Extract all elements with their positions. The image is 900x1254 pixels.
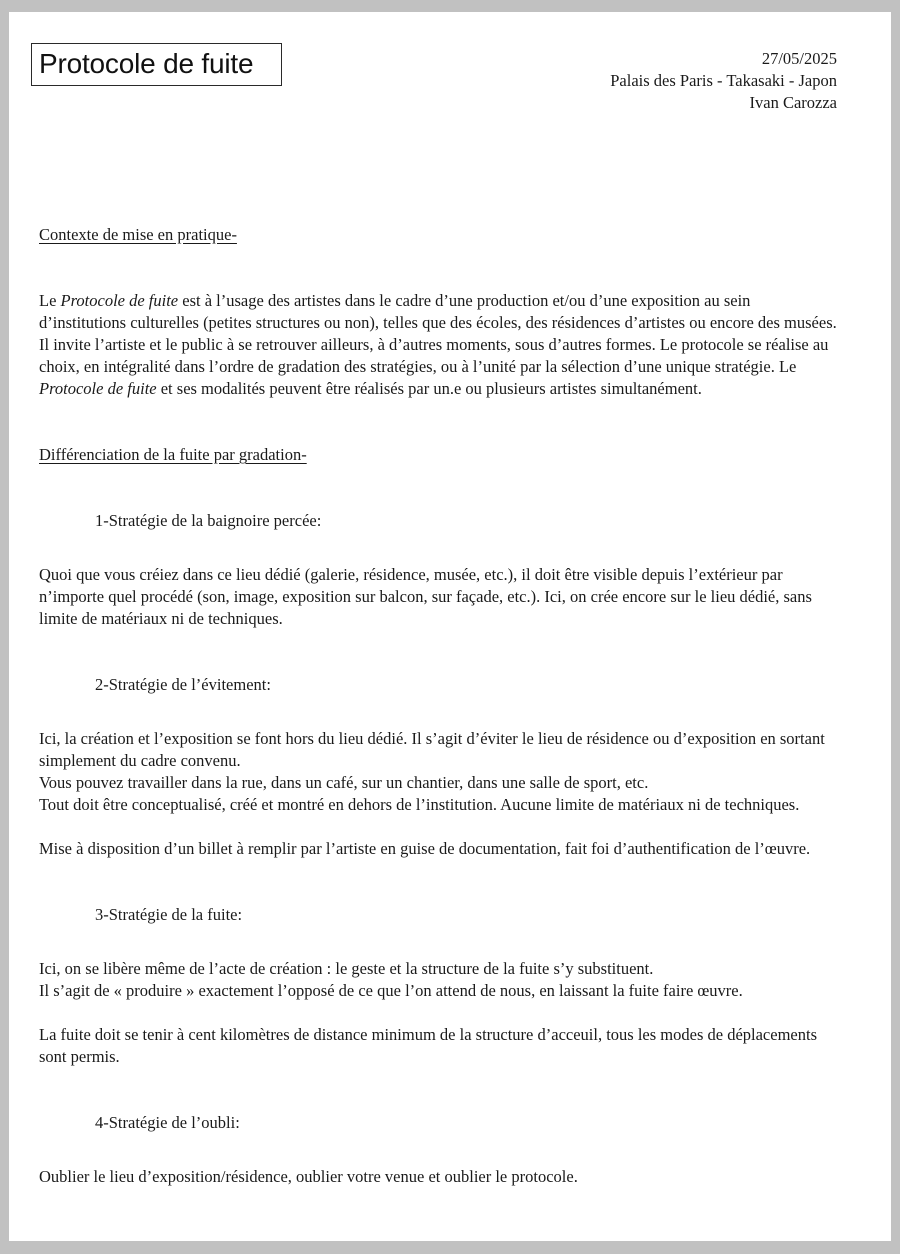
strategy-1-paragraph: Quoi que vous créiez dans ce lieu dédié (galerie, résidence, musée, etc.), il doit être visible depuis l’extérieur par n’importe quel procédé (son, image, exposition sur balcon, sur façade, etc.). Ici, on crée encore sur le lieu dédié, sans limite de matériaux ni de techniques. bbox=[39, 565, 812, 628]
section-heading-context: Contexte de mise en pratique- bbox=[39, 225, 237, 244]
strategy-3-title: 3-Stratégie de la fuite: bbox=[95, 905, 243, 924]
strategy-2-note: Mise à disposition d’un billet à remplir par l’artiste en guise de documentation, fait foi d’authentification de l’œuvre. bbox=[39, 839, 811, 858]
strategy-2-line: Vous pouvez travailler dans la rue, dans un café, sur un chantier, dans une salle de sport, etc. bbox=[39, 773, 649, 792]
strategy-2-line: Ici, la création et l’exposition se font hors du lieu dédié. Il s’agit d’éviter le lieu de résidence ou d’exposition en sortant simplement du cadre convenu. bbox=[39, 729, 825, 770]
text-span: et ses modalités peuvent être réalisés par un.e ou plusieurs artistes simultanément. bbox=[156, 379, 702, 398]
document-page bbox=[9, 12, 891, 1241]
document-meta bbox=[610, 48, 837, 114]
italic-title-reference: Protocole de fuite bbox=[60, 291, 179, 310]
strategy-2-title: 2-Stratégie de l’évitement: bbox=[95, 675, 271, 694]
document-location: Palais des Paris - Takasaki - Japon bbox=[610, 71, 837, 90]
strategy-4-title: 4-Stratégie de l’oubli: bbox=[95, 1113, 240, 1132]
italic-title-reference: Protocole de fuite bbox=[39, 379, 157, 398]
strategy-3-note: La fuite doit se tenir à cent kilomètres de distance minimum de la structure d’acceuil, tous les modes de déplacements sont permis. bbox=[39, 1025, 817, 1066]
context-paragraph bbox=[39, 290, 841, 400]
document-body bbox=[39, 224, 841, 1188]
text-span: Le bbox=[39, 291, 61, 310]
strategy-3-line: Il s’agit de « produire » exactement l’opposé de ce que l’on attend de nous, en laissant la fuite faire œuvre. bbox=[39, 981, 743, 1000]
section-heading-gradation: Différenciation de la fuite par gradation- bbox=[39, 445, 307, 464]
text-span: est à l’usage des artistes dans le cadre d’une production et/ou d’une exposition au sein d’institutions culturelles (petites structures ou non), telles que des écoles, des résidences d’artistes ou encore des musées. Il invite l’artiste et le public à se retrouver ailleurs, à d’autres moments, sous d’autres formes. Le protocole se réalise au choix, en intégralité dans l’ordre de gradation des stratégies, ou à l’unité par la sélection d’une unique stratégie. Le bbox=[39, 291, 837, 376]
strategy-3-line: Ici, on se libère même de l’acte de création : le geste et la structure de la fuite s’y substituent. bbox=[39, 959, 654, 978]
strategy-2-line: Tout doit être conceptualisé, créé et montré en dehors de l’institution. Aucune limite de matériaux ni de techniques. bbox=[39, 795, 800, 814]
strategy-1-title: 1-Stratégie de la baignoire percée: bbox=[95, 511, 322, 530]
document-title: Protocole de fuite bbox=[31, 43, 282, 86]
document-date: 27/05/2025 bbox=[761, 49, 837, 68]
strategy-4-paragraph: Oublier le lieu d’exposition/résidence, oublier votre venue et oublier le protocole. bbox=[39, 1167, 578, 1186]
document-author: Ivan Carozza bbox=[749, 93, 837, 112]
